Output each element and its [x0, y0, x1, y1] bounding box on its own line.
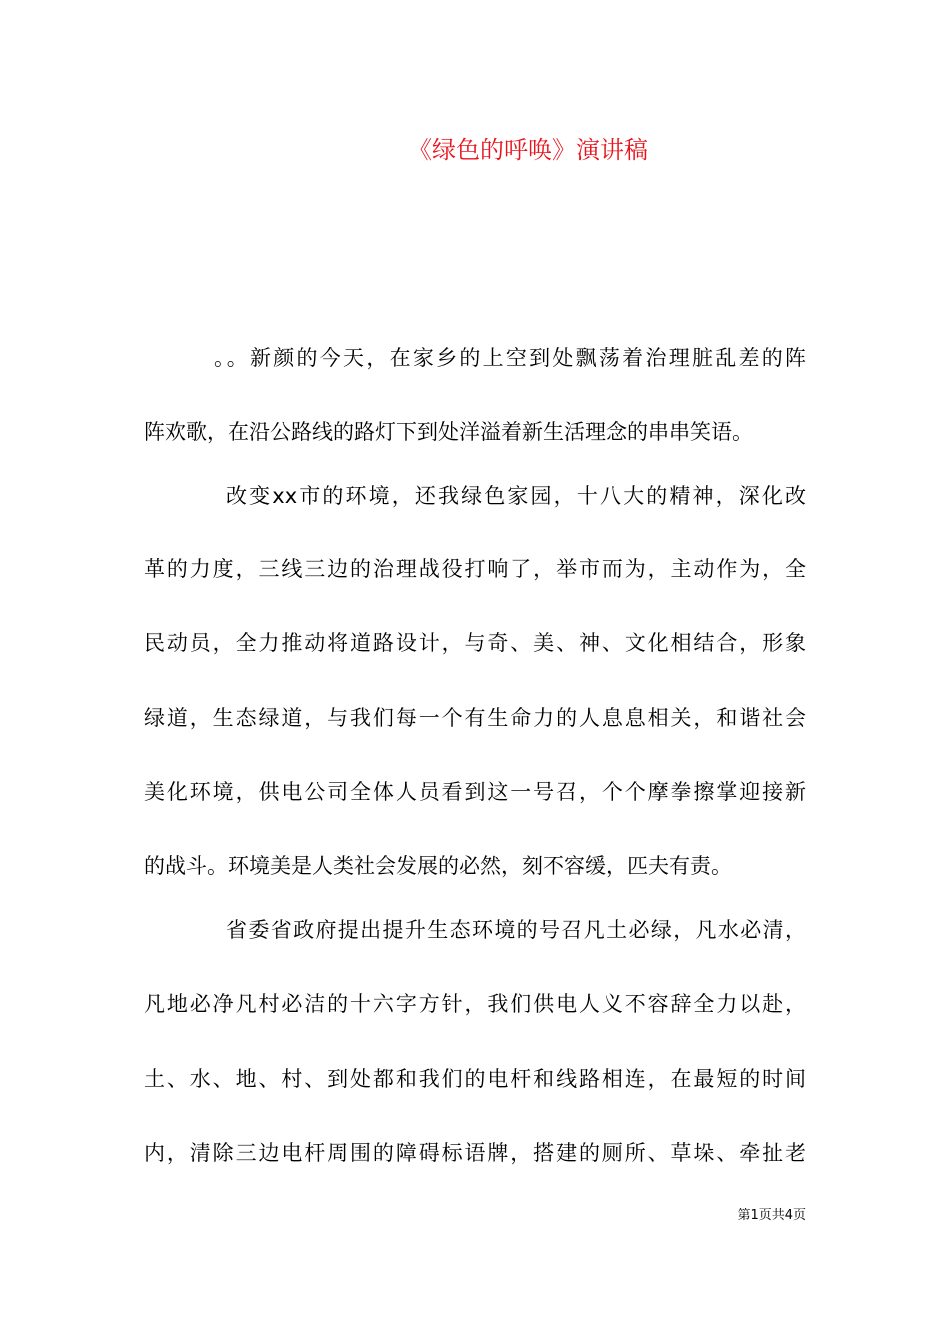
paragraph-line: 的战斗。环境美是人类社会发展的必然，刻不容缓，匹夫有责。 — [144, 854, 732, 878]
paragraph-line: 土、水、地、村、到处都和我们的电杆和线路相连，在最短的时间 — [144, 1067, 806, 1091]
paragraph-line: 改变xx市的环境，还我绿色家园，十八大的精神，深化改 — [226, 484, 806, 508]
paragraph-line: 凡地必净凡村必洁的十六字方针，我们供电人义不容辞全力以赴， — [144, 992, 806, 1016]
paragraph-line: 内，清除三边电杆周围的障碍标语牌，搭建的厕所、草垛、牵扯老 — [144, 1141, 806, 1165]
paragraph-line: 美化环境，供电公司全体人员看到这一号召，个个摩拳擦掌迎接新 — [144, 780, 806, 804]
page-number: 第1页共4页 — [737, 1208, 806, 1223]
paragraph-line: 绿道，生态绿道，与我们每一个有生命力的人息息相关，和谐社会 — [144, 706, 806, 730]
paragraph-line: 革的力度，三线三边的治理战役打响了，举市而为，主动作为，全 — [144, 557, 806, 581]
paragraph-line: 省委省政府提出提升生态环境的号召凡土必绿，凡水必清， — [226, 918, 806, 942]
paragraph-line: 民动员，全力推动将道路设计，与奇、美、神、文化相结合，形象 — [144, 631, 806, 655]
paragraph-line: 阵欢歌，在沿公路线的路灯下到处洋溢着新生活理念的串串笑语。 — [144, 420, 753, 444]
paragraph-line: 。。新颜的今天，在家乡的上空到处飘荡着治理脏乱差的阵 — [214, 346, 806, 370]
document-title: 《绿色的呼唤》演讲稿 — [408, 136, 648, 164]
